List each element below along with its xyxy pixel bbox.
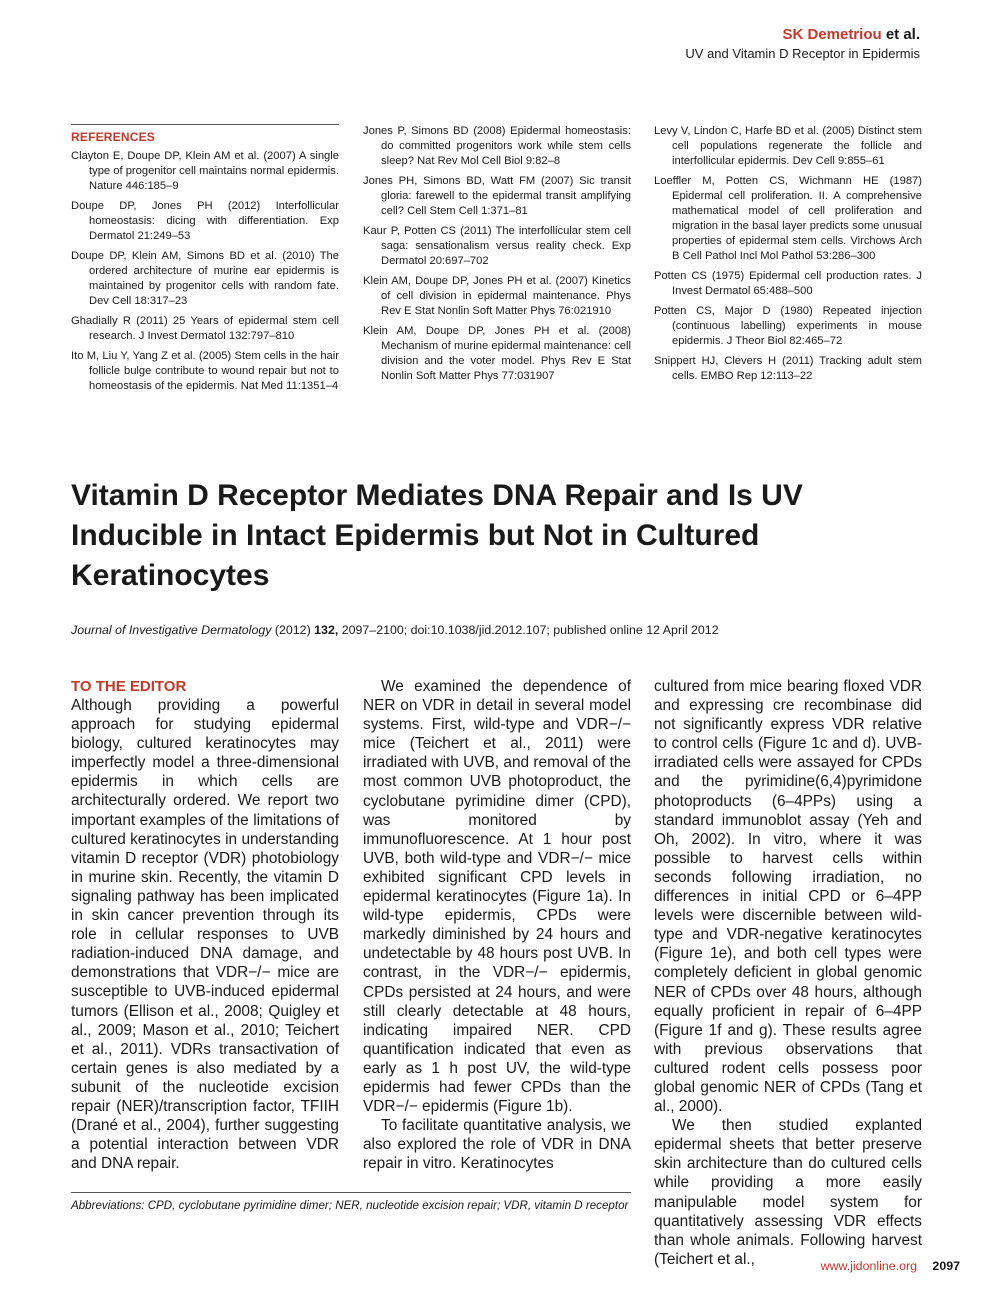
reference-item: Klein AM, Doupe DP, Jones PH et al. (2008) Mechanism of murine epidermal maintenance: cell division and the voter model. Phys Rev E Stat Nonlin Soft Matter Phys 77:031907 <box>363 325 631 382</box>
reference-item: Jones PH, Simons BD, Watt FM (2007) Sic transit gloria: farewell to the epidermal transit amplifying cell? Cell Stem Cell 1:371–81 <box>363 175 631 217</box>
body-column-2 <box>363 677 631 1173</box>
footnote-rule <box>71 1192 631 1193</box>
reference-item: Doupe DP, Klein AM, Simons BD et al. (2010) The ordered architecture of murine ear epidermis is maintained by progenitor cells with random fate. Dev Cell 18:317–23 <box>71 250 339 307</box>
reference-item: Doupe DP, Jones PH (2012) Interfollicular homeostasis: dicing with differentiation. Exp Dermatol 21:249–53 <box>71 200 339 242</box>
body-paragraph: Although providing a powerful approach for studying epidermal biology, cultured keratinocytes may imperfectly model a three-dimensional epidermis in which cells are architecturally ordered. We report two important examples of the limitations of cultured keratinocytes in understanding vitamin D receptor (VDR) photobiology in murine skin. Recently, the vitamin D signaling pathway has been implicated in skin cancer prevention through its role in cellular responses to UVB radiation-induced DNA damage, and demonstrations that VDR−/− mice are susceptible to UVB-induced epidermal tumors (Ellison et al., 2008; Quigley et al., 2009; Mason et al., 2010; Teichert et al., 2011). VDRs transactivation of certain genes is also mediated by a subunit of the nucleotide excision repair (NER)/transcription factor, TFIIH (Drané et al., 2004), further suggesting a potential interaction between VDR and DNA repair. <box>71 697 339 1173</box>
body-paragraph: cultured from mice bearing floxed VDR and expressing cre recombinase did not significantly express VDR relative to control cells (Figure 1c and d). UVB-irradiated cells were assayed for CPDs and the pyrimidine(6,4)pyrimidone photoproducts (6–4PPs) using a standard immunoblot assay (Yeh and Oh, 2002). In vitro, where it was possible to harvest cells within seconds following irradiation, no differences in initial CPD or 6–4PP levels were discernible between wild-type and VDR-negative keratinocytes (Figure 1e), and both cell types were completely deficient in global genomic NER of CPDs over 48 hours, although equally proficient in repair of 6–4PP (Figure 1f and g). These results agree with previous observations that cultured rodent cells possess poor global genomic NER of CPDs (Tang et al., 2000). <box>654 678 922 1116</box>
citation-journal: Journal of Investigative Dermatology <box>71 623 272 637</box>
references-column-1 <box>71 124 339 399</box>
references-heading: REFERENCES <box>71 130 156 144</box>
section-heading: TO THE EDITOR <box>71 678 187 695</box>
reference-item: Potten CS (1975) Epidermal cell production rates. J Invest Dermatol 65:488–500 <box>654 270 922 297</box>
reference-item: Loeffler M, Potten CS, Wichmann HE (1987) Epidermal cell proliferation. II. A comprehensive mathematical model of cell proliferation and migration in the basal layer predicts some unusual properties of epidermal stem cells. Virchows Arch B Cell Pathol Incl Mol Pathol 53:286–300 <box>654 175 922 262</box>
article-title: Vitamin D Receptor Mediates DNA Repair and Is UV Inducible in Intact Epidermis but Not in Cultured Keratinocytes <box>71 479 803 592</box>
reference-item: Snippert HJ, Clevers H (2011) Tracking adult stem cells. EMBO Rep 12:113–22 <box>654 355 922 382</box>
author-etal: et al. <box>885 26 920 43</box>
running-title: UV and Vitamin D Receptor in Epidermis <box>685 46 920 61</box>
references-column-3 <box>654 124 922 389</box>
reference-item: Clayton E, Doupe DP, Klein AM et al. (2007) A single type of progenitor cell maintains normal epidermis. Nature 446:185–9 <box>71 150 339 192</box>
reference-item: Potten CS, Major D (1980) Repeated injection (continuous labelling) experiments in mouse epidermis. J Theor Biol 82:465–72 <box>654 305 922 347</box>
page-number: 2097 <box>932 1259 960 1273</box>
references-column-2 <box>363 124 631 389</box>
reference-item: Levy V, Lindon C, Harfe BD et al. (2005) Distinct stem cell populations regenerate the follicle and interfollicular epidermis. Dev Cell 9:855–61 <box>654 125 922 167</box>
body-paragraph: We examined the dependence of NER on VDR in detail in several model systems. First, wild-type and VDR−/− mice (Teichert et al., 2011) were irradiated with UVB, and removal of the most common UVB photoproduct, the cyclobutane pyrimidine dimer (CPD), was monitored by immunofluorescence. At 1 hour post UVB, both wild-type and VDR−/− mice exhibited significant CPD levels in epidermal keratinocytes (Figure 1a). In wild-type epidermis, CPDs were markedly diminished by 24 hours and undetectable by 48 hours post UVB. In contrast, in the VDR−/− epidermis, CPDs persisted at 24 hours, and were still clearly detectable at 48 hours, indicating impaired NER. CPD quantification indicated that even as early as 1 h post UV, the wild-type epidermis had fewer CPDs than the VDR−/− epidermis (Figure 1b). <box>363 678 631 1116</box>
citation-line <box>71 623 931 637</box>
author-names: SK Demetriou <box>782 26 882 43</box>
citation-volume: 132, <box>314 623 339 637</box>
reference-item: Kaur P, Potten CS (2011) The interfollicular stem cell saga: sensationalism versus reality check. Exp Dermatol 20:697–702 <box>363 225 631 267</box>
citation-details: 2097–2100; doi:10.1038/jid.2012.107; published online 12 April 2012 <box>341 623 719 637</box>
reference-item: Ito M, Liu Y, Yang Z et al. (2005) Stem cells in the hair follicle bulge contribute to wound repair but not to homeostasis of the epidermis. Nat Med 11:1351–4 <box>71 350 339 392</box>
body-paragraph: To facilitate quantitative analysis, we also explored the role of VDR in DNA repair in vitro. Keratinocytes <box>363 1117 631 1173</box>
running-authors <box>782 26 920 43</box>
citation-year: (2012) <box>274 623 311 637</box>
abbreviations-footnote: Abbreviations: CPD, cyclobutane pyrimidine dimer; NER, nucleotide excision repair; VDR, vitamin D receptor <box>71 1199 629 1212</box>
journal-url[interactable]: www.jidonline.org <box>820 1259 917 1273</box>
reference-item: Klein AM, Doupe DP, Jones PH et al. (2007) Kinetics of cell division in epidermal maintenance. Phys Rev E Stat Nonlin Soft Matter Phys 76:021910 <box>363 275 631 317</box>
body-column-3 <box>654 677 922 1269</box>
reference-item: Ghadially R (2011) 25 Years of epidermal stem cell research. J Invest Dermatol 132:797–810 <box>71 315 339 342</box>
reference-item: Jones P, Simons BD (2008) Epidermal homeostasis: do committed progenitors work while stem cells sleep? Nat Rev Mol Cell Biol 9:82–8 <box>363 125 631 167</box>
body-column-1 <box>71 677 339 1173</box>
body-paragraph: We then studied explanted epidermal sheets that better preserve skin architecture than do cultured cells while providing a more easily manipulable model system for quantitatively assessing VDR effects than whole animals. Following harvest (Teichert et al., <box>654 1117 922 1268</box>
